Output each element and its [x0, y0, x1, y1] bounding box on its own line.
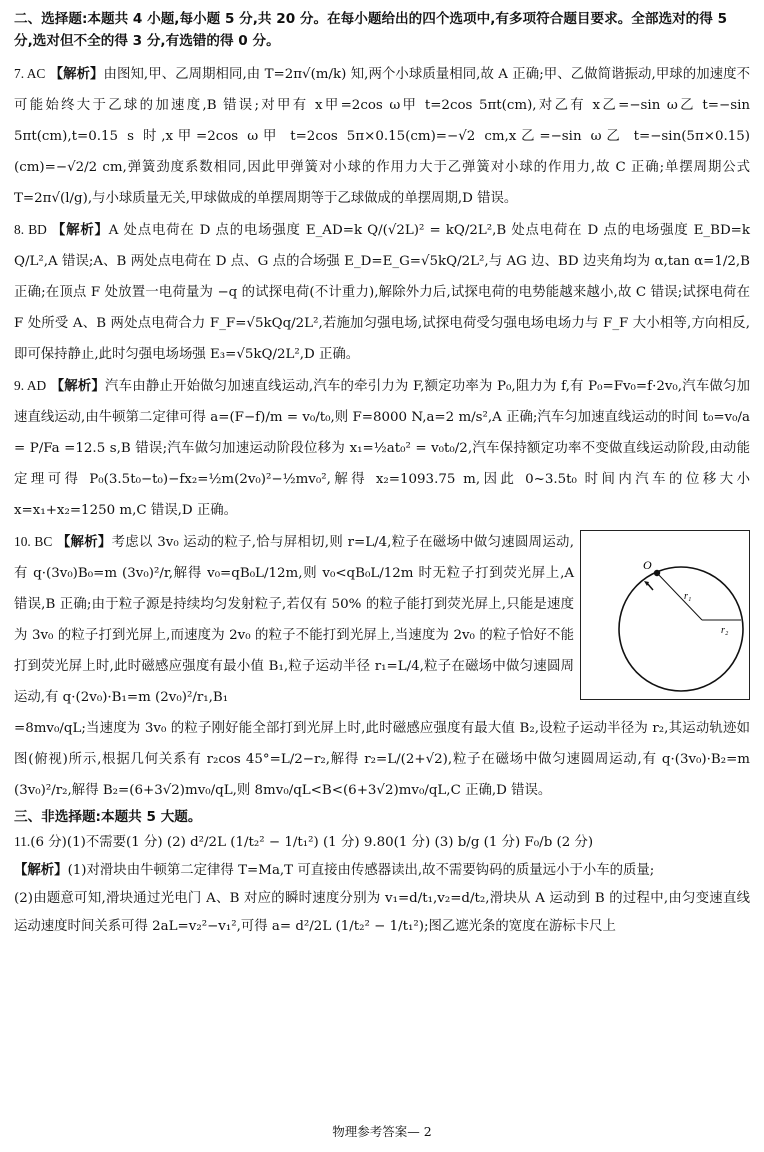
q11-text-2: (2)由题意可知,滑块通过光电门 A、B 对应的瞬时速度分别为 v₁=d/t₁,v₂=d/t₂,滑块从 A 运动到 B 的过程中,由匀变速直线运动速度时间关系可得 2aL=v₂²−v₁²,可得 a= d²/2L (1/t₂² − 1/t₁²);图乙遮光条的宽度在游标卡尺上 — [14, 891, 750, 934]
q8-tag: 【解析】 — [51, 223, 109, 238]
source-point-o — [654, 570, 660, 576]
question-9 — [14, 370, 750, 526]
label-r1: r₁ — [684, 591, 692, 602]
q7-number: 7. AC — [14, 66, 46, 81]
label-o: O — [643, 558, 652, 572]
answer-page — [14, 8, 750, 941]
q11-answers: (6 分)(1)不需要(1 分) (2) d²/2L (1/t₂² − 1/t₁²) (1 分) 9.80(1 分) (3) b/g (1 分) F₀/b (2 分) — [30, 835, 594, 850]
q11-text-1: (1)对滑块由牛顿第二定律得 T=Ma,T 可直接由传感器读出,故不需要钩码的质量远小于小车的质量; — [67, 863, 655, 878]
label-r2: r₂ — [721, 625, 729, 636]
radius-r1-line — [657, 573, 702, 620]
page-footer: 物理参考答案— 2 — [332, 1124, 432, 1139]
q10-paragraph-b — [14, 713, 750, 806]
q11-number: 11. — [14, 834, 31, 849]
q10-trajectory-figure — [580, 530, 750, 700]
q10-text-a: 考虑以 3v₀ 运动的粒子,恰与屏相切,则 r=L/4,粒子在磁场中做匀速圆周运动,有 q·(3v₀)B₀=m (3v₀)²/r,解得 v₀=qB₀L/12m,则 v₀<qB₀L/12m 时无粒子打到荧光屏上,A 错误,B 正确;由于粒子源是持续均匀发射粒子,若仅有 50% 的粒子能打到荧光屏上,只能是速度为 3v₀ 的粒子打到光屏上,而速度为 2v₀ 的粒子不能打到光屏上,当速度为 2v₀ 的粒子恰好不能打到荧光屏上时,此时磁感应强度有最小值 B₁,粒子运动半径 r₁=L/4,粒子在磁场中做匀速圆周运动,有 q·(2v₀)·B₁=m (2v₀)²/r₁,B₁ — [14, 535, 574, 705]
q10-text-b: =8mv₀/qL;当速度为 3v₀ 的粒子刚好能全部打到光屏上时,此时磁感应强度有最大值 B₂,设粒子运动半径为 r₂,其运动轨迹如图(俯视)所示,根据几何关系有 r₂cos 45°=L/2−r₂,解得 r₂=L/(2+√2),粒子在磁场中做匀速圆周运动,有 q·(3v₀)·B₂=m (3v₀)²/r₂,解得 B₂=(6+3√2)mv₀/qL,则 8mv₀/qL<B<(6+3√2)mv₀/qL,C 正确,D 错误。 — [14, 721, 750, 798]
q8-text: A 处点电荷在 D 点的电场强度 E_AD=k Q/(√2L)² = kQ/2L²,B 处点电荷在 D 点的电场强度 E_BD=k Q/L²,A 错误;A、B 两处点电荷在 D 点、G 点的合场强 E_D=E_G=√5kQ/2L²,与 AG 边、BD 边夹角均为 α,tan α=1/2,B 正确;在顶点 F 处放置一电荷量为 −q 的试探电荷(不计重力),解除外力后,试探电荷的电势能越来越小,故 C 错误;试探电荷在 F 处所受 A、B 两处点电荷合力 F_F=√5kQq/2L²,若施加匀强电场,试探电荷受匀强电场电场力与 F_F 大小相等,方向相反,即可保持静止,此时匀强电场场强 E₃=√5kQ/2L²,D 正确。 — [14, 223, 751, 362]
q11-tag: 【解析】 — [14, 863, 68, 878]
q11-answer-line — [14, 828, 750, 857]
q11-explain-2 — [14, 885, 750, 941]
section2-header: 二、选择题:本题共 4 小题,每小题 5 分,共 20 分。在每小题给出的四个选项中,有多项符合题目要求。全部选对的得 5 分,选对但不全的得 3 分,有选错的得 0 分。 — [14, 11, 728, 49]
question-11 — [14, 828, 750, 941]
question-10 — [14, 526, 750, 806]
q9-tag: 【解析】 — [50, 379, 106, 394]
q8-number: 8. BD — [14, 222, 47, 237]
q10-tag: 【解析】 — [56, 535, 112, 550]
q7-tag: 【解析】 — [49, 67, 104, 82]
question-8 — [14, 214, 750, 370]
trajectory-diagram — [581, 531, 749, 699]
section3-header: 三、非选择题:本题共 5 大题。 — [14, 809, 202, 825]
q9-text: 汽车由静止开始做匀加速直线运动,汽车的牵引力为 F,额定功率为 P₀,阻力为 f,有 P₀=Fv₀=f·2v₀,汽车做匀加速直线运动,由牛顿第二定律可得 a=(F−f)/m = v₀/t₀,则 F=8000 N,a=2 m/s²,A 正确;汽车匀加速直线运动的时间 t₀=v₀/a = P/Fa =12.5 s,B 错误;汽车做匀加速运动阶段位移为 x₁=½at₀² = v₀t₀/2,汽车保持额定功率不变做直线运动阶段,由动能定理可得 P₀(3.5t₀−t₀)−fx₂=½m(2v₀)²−½mv₀²,解得 x₂=1093.75 m,因此 0~3.5t₀ 时间内汽车的位移大小 x=x₁+x₂=1250 m,C 错误,D 正确。 — [14, 379, 751, 518]
q11-explain-1 — [14, 857, 750, 885]
question-7 — [14, 58, 750, 214]
q10-paragraph-a — [14, 526, 574, 713]
q7-text: 由图知,甲、乙周期相同,由 T=2π√(m/k) 知,两个小球质量相同,故 A 正确;甲、乙做简谐振动,甲球的加速度不可能始终大于乙球的加速度,B 错误;对甲有 x甲=2cos ω甲 t=2cos 5πt(cm),对乙有 x乙=−sin ω乙 t=−sin 5πt(cm),t=0.15 s 时,x甲=2cos ω甲 t=2cos 5π×0.15(cm)=−√2 cm,x乙=−sin ω乙 t=−sin(5π×0.15)(cm)=−√2/2 cm,弹簧劲度系数相同,因此甲弹簧对小球的作用力大于乙弹簧对小球的作用力,故 C 正确;单摆周期公式 T=2π√(l/g),与小球质量无关,甲球做成的单摆周期等于乙球做成的单摆周期,D 错误。 — [14, 67, 750, 206]
q9-number: 9. AD — [14, 378, 47, 393]
q10-number: 10. BC — [14, 534, 53, 549]
